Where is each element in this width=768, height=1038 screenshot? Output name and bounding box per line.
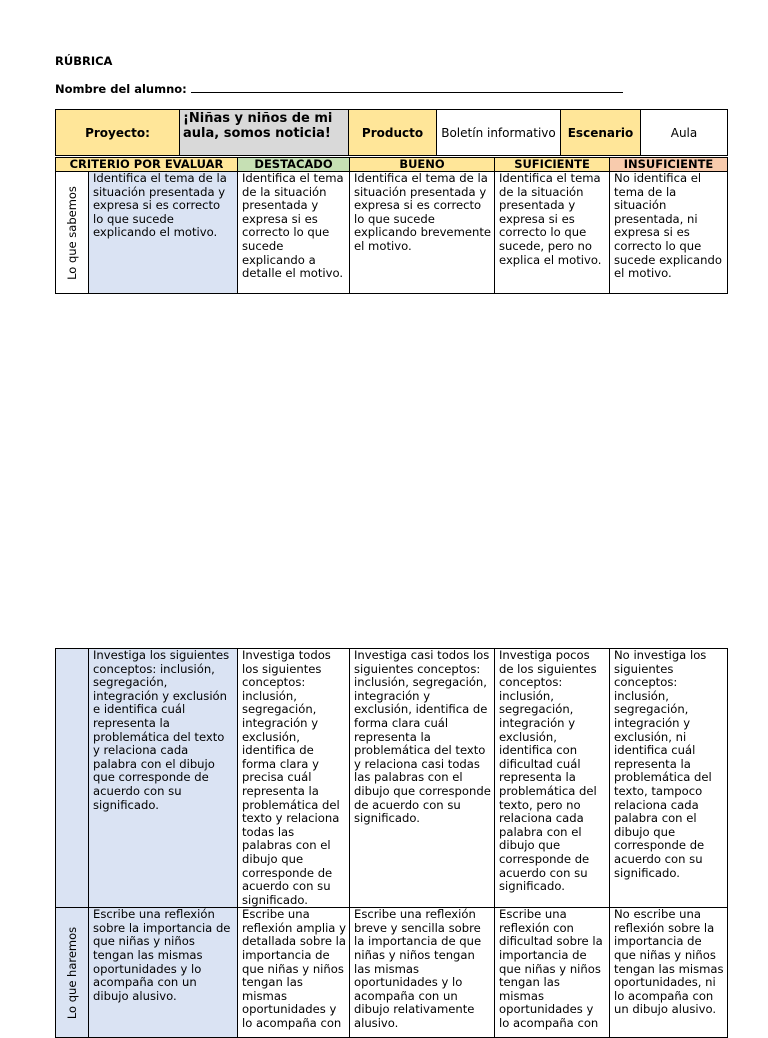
stage-label: Escenario: [561, 110, 641, 156]
bueno-cell: Identifica el tema de la situación presentada y expresa si es correcto lo que sucede explicando brevemente el motivo.: [350, 172, 495, 294]
column-header-criterion: CRITERIO POR EVALUAR: [56, 158, 238, 172]
column-header-destacado: DESTACADO: [238, 158, 350, 172]
rubric-table-continued: [55, 648, 728, 1038]
rubric-table: [55, 157, 728, 294]
suficiente-cell: Investiga pocos de los siguientes conceptos: inclusión, segregación, integración y exclusión, identifica con dificultad cuál representa la problemática del texto, pero no relaciona cada palabra con el dibujo que corresponde de acuerdo con su significado.: [495, 649, 610, 908]
section-label-what-we-do: Lo que haremos: [56, 908, 89, 1038]
project-label: Proyecto:: [56, 110, 180, 156]
column-header-suficiente: SUFICIENTE: [495, 158, 610, 172]
rubric-column-headers: [56, 158, 728, 172]
insuficiente-cell: No investiga los siguientes conceptos: inclusión, segregación, integración y exclusión, ni identifica cuál representa la problemática del texto, tampoco relaciona cada palabra con el dibujo que corresponde de acuerdo con su significado.: [610, 649, 728, 908]
section-label-what-we-know: Lo que sabemos: [56, 172, 89, 294]
destacado-cell: Investiga todos los siguientes conceptos: inclusión, segregación, integración y exclusión, identifica de forma clara y precisa cuál representa la problemática del texto y relaciona todas las palabras con el dibujo que corresponde de acuerdo con su significado.: [238, 649, 350, 908]
criterion-cell: Investiga los siguientes conceptos: inclusión, segregación, integración y exclusión e identifica cuál representa la problemática del texto y relaciona cada palabra con el dibujo que corresponde de acuerdo con su significado.: [89, 649, 238, 908]
product-label: Producto: [349, 110, 437, 156]
suficiente-cell: Identifica el tema de la situación presentada y expresa si es correcto lo que sucede, pero no explica el motivo.: [495, 172, 610, 294]
student-name-label: Nombre del alumno:: [55, 82, 187, 96]
destacado-cell: Escribe una reflexión amplia y detallada sobre la importancia de que niñas y niños tengan las mismas oportunidades y lo acompaña con: [238, 908, 350, 1038]
table-row: [56, 908, 728, 1038]
insuficiente-cell: No identifica el tema de la situación presentada, ni expresa si es correcto lo que sucede explicando el motivo.: [610, 172, 728, 294]
bueno-cell: Investiga casi todos los siguientes conceptos: inclusión, segregación, integración y exclusión, identifica de forma clara cuál representa la problemática del texto y relaciona casi todas las palabras con el dibujo que corresponde de acuerdo con su significado.: [350, 649, 495, 908]
criterion-cell: Identifica el tema de la situación presentada y expresa si es correcto lo que sucede explicando el motivo.: [89, 172, 238, 294]
product-value: Boletín informativo: [437, 110, 561, 156]
student-name-blank: [191, 81, 623, 93]
project-name: ¡Niñas y niños de mi aula, somos noticia!: [180, 110, 349, 156]
bueno-cell: Escribe una reflexión breve y sencilla sobre la importancia de que niñas y niños tengan las mismas oportunidades y lo acompaña con un dibujo relativamente alusivo.: [350, 908, 495, 1038]
table-row: [56, 172, 728, 294]
destacado-cell: Identifica el tema de la situación presentada y expresa si es correcto lo que sucede explicando a detalle el motivo.: [238, 172, 350, 294]
suficiente-cell: Escribe una reflexión con dificultad sobre la importancia de que niñas y niños tengan las mismas oportunidades y lo acompaña con: [495, 908, 610, 1038]
table-row: [56, 649, 728, 908]
document-title: RÚBRICA: [55, 54, 113, 68]
column-header-bueno: BUENO: [350, 158, 495, 172]
criterion-cell: Escribe una reflexión sobre la importancia de que niñas y niños tengan las mismas oportunidades y lo acompaña con un dibujo alusivo.: [89, 908, 238, 1038]
column-header-insuficiente: INSUFICIENTE: [610, 158, 728, 172]
project-header-table: [55, 109, 728, 156]
student-name-line: [55, 81, 623, 96]
section-label-spacer: [56, 649, 89, 908]
insuficiente-cell: No escribe una reflexión sobre la importancia de que niñas y niños tengan las mismas oportunidades, ni lo acompaña con un dibujo alusivo.: [610, 908, 728, 1038]
stage-value: Aula: [641, 110, 728, 156]
